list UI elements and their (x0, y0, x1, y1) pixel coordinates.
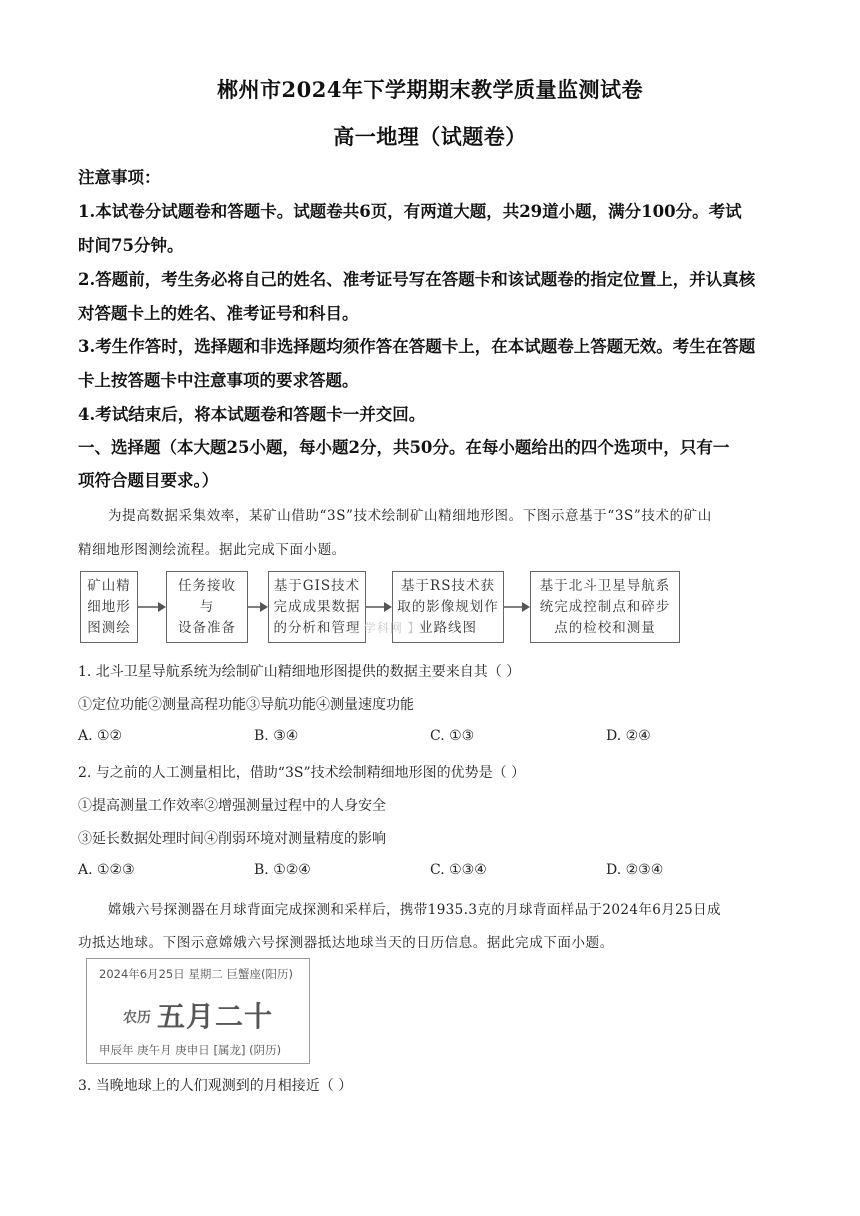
context-paragraph: 精细地形图测绘流程。据此完成下面小题。 (78, 542, 346, 558)
flow-box: 基于RS技术获 取的影像规划作 业路线图 (392, 571, 504, 643)
question-stem: 2. 与之前的人工测量相比，借助“3S”技术绘制精细地形图的优势是（ ） (78, 765, 526, 781)
question-statements: ①提高测量工作效率②增强测量过程中的人身安全 (78, 798, 386, 814)
arrow-right-icon (138, 600, 166, 614)
context-paragraph: 为提高数据采集效率，某矿山借助“3S”技术绘制矿山精细地形图。下图示意基于“3S”技术的矿山 (108, 508, 712, 524)
option-c[interactable]: C. ①③ (430, 728, 475, 744)
flow-box: 矿山精 细地形 图测绘 (80, 571, 138, 643)
calendar-lunar-date: 五月二十 (157, 1000, 274, 1033)
calendar-solar-date: 2024年6月25日 星期二 巨蟹座(阳历) (99, 967, 293, 981)
exam-title: 郴州市2024年下学期期末教学质量监测试卷 (217, 77, 643, 102)
flow-box: 任务接收 与 设备准备 (166, 571, 248, 643)
notice-line: 时间75分钟。 (78, 236, 184, 255)
notice-line: 2.答题前，考生务必将自己的姓名、准考证号写在答题卡和该试题卷的指定位置上，并认真核 (78, 270, 756, 289)
context-paragraph: 嫦娥六号探测器在月球背面完成探测和采样后，携带1935.3克的月球背面样品于2024年6月25日成 (108, 902, 721, 918)
survey-flowchart (80, 571, 780, 643)
question-statements: ①定位功能②测量高程功能③导航功能④测量速度功能 (78, 697, 414, 713)
notice-line: 4.考试结束后，将本试题卷和答题卡一并交回。 (78, 405, 426, 424)
watermark: 【 学科网 】 (346, 621, 421, 635)
calendar-lunar-label: 农历 (123, 1010, 151, 1026)
option-d[interactable]: D. ②③④ (606, 862, 664, 878)
notice-heading: 注意事项： (78, 168, 161, 187)
option-b[interactable]: B. ①②④ (254, 862, 311, 878)
question-statements: ③延长数据处理时间④削弱环境对测量精度的影响 (78, 831, 386, 847)
question-stem: 1. 北斗卫星导航系统为绘制矿山精细地形图提供的数据主要来自其（ ） (78, 664, 521, 680)
answer-options (78, 728, 788, 744)
arrow-right-icon (248, 600, 268, 614)
question-stem: 3. 当晚地球上的人们观测到的月相接近（ ） (78, 1078, 353, 1094)
notice-line: 1.本试卷分试题卷和答题卡。试题卷共6页，有两道大题，共29道小题，满分100分。考试 (78, 202, 742, 221)
arrow-right-icon (366, 600, 392, 614)
notice-line: 卡上按答题卡中注意事项的要求答题。 (78, 371, 359, 390)
arrow-right-icon (504, 600, 530, 614)
notice-line: 对答题卡上的姓名、准考证号和科目。 (78, 304, 359, 323)
answer-options (78, 862, 788, 878)
notice-line: 3.考生作答时，选择题和非选择题均须作答在答题卡上，在本试题卷上答题无效。考生在答题 (78, 337, 756, 356)
option-c[interactable]: C. ①③④ (430, 862, 487, 878)
section-heading: 项符合题目要求。） (78, 471, 219, 490)
option-a[interactable]: A. ①②③ (78, 862, 135, 878)
section-heading: 一、选择题（本大题25小题，每小题2分，共50分。在每小题给出的四个选项中，只有一 (78, 438, 730, 457)
flow-box: 基于北斗卫星导航系 统完成控制点和碎步 点的检校和测量 (530, 571, 680, 643)
option-a[interactable]: A. ①② (78, 728, 123, 744)
option-d[interactable]: D. ②④ (606, 728, 651, 744)
flow-box: 基于GIS技术 完成成果数据 的分析和管理 (268, 571, 366, 643)
exam-subtitle: 高一地理（试题卷） (333, 124, 527, 149)
calendar-ganzhi: 甲辰年 庚午月 庚申日 [属龙] (阴历) (99, 1043, 282, 1057)
calendar-image (86, 958, 310, 1064)
option-b[interactable]: B. ③④ (254, 728, 299, 744)
context-paragraph: 功抵达地球。下图示意嫦娥六号探测器抵达地球当天的日历信息。据此完成下面小题。 (78, 935, 614, 951)
